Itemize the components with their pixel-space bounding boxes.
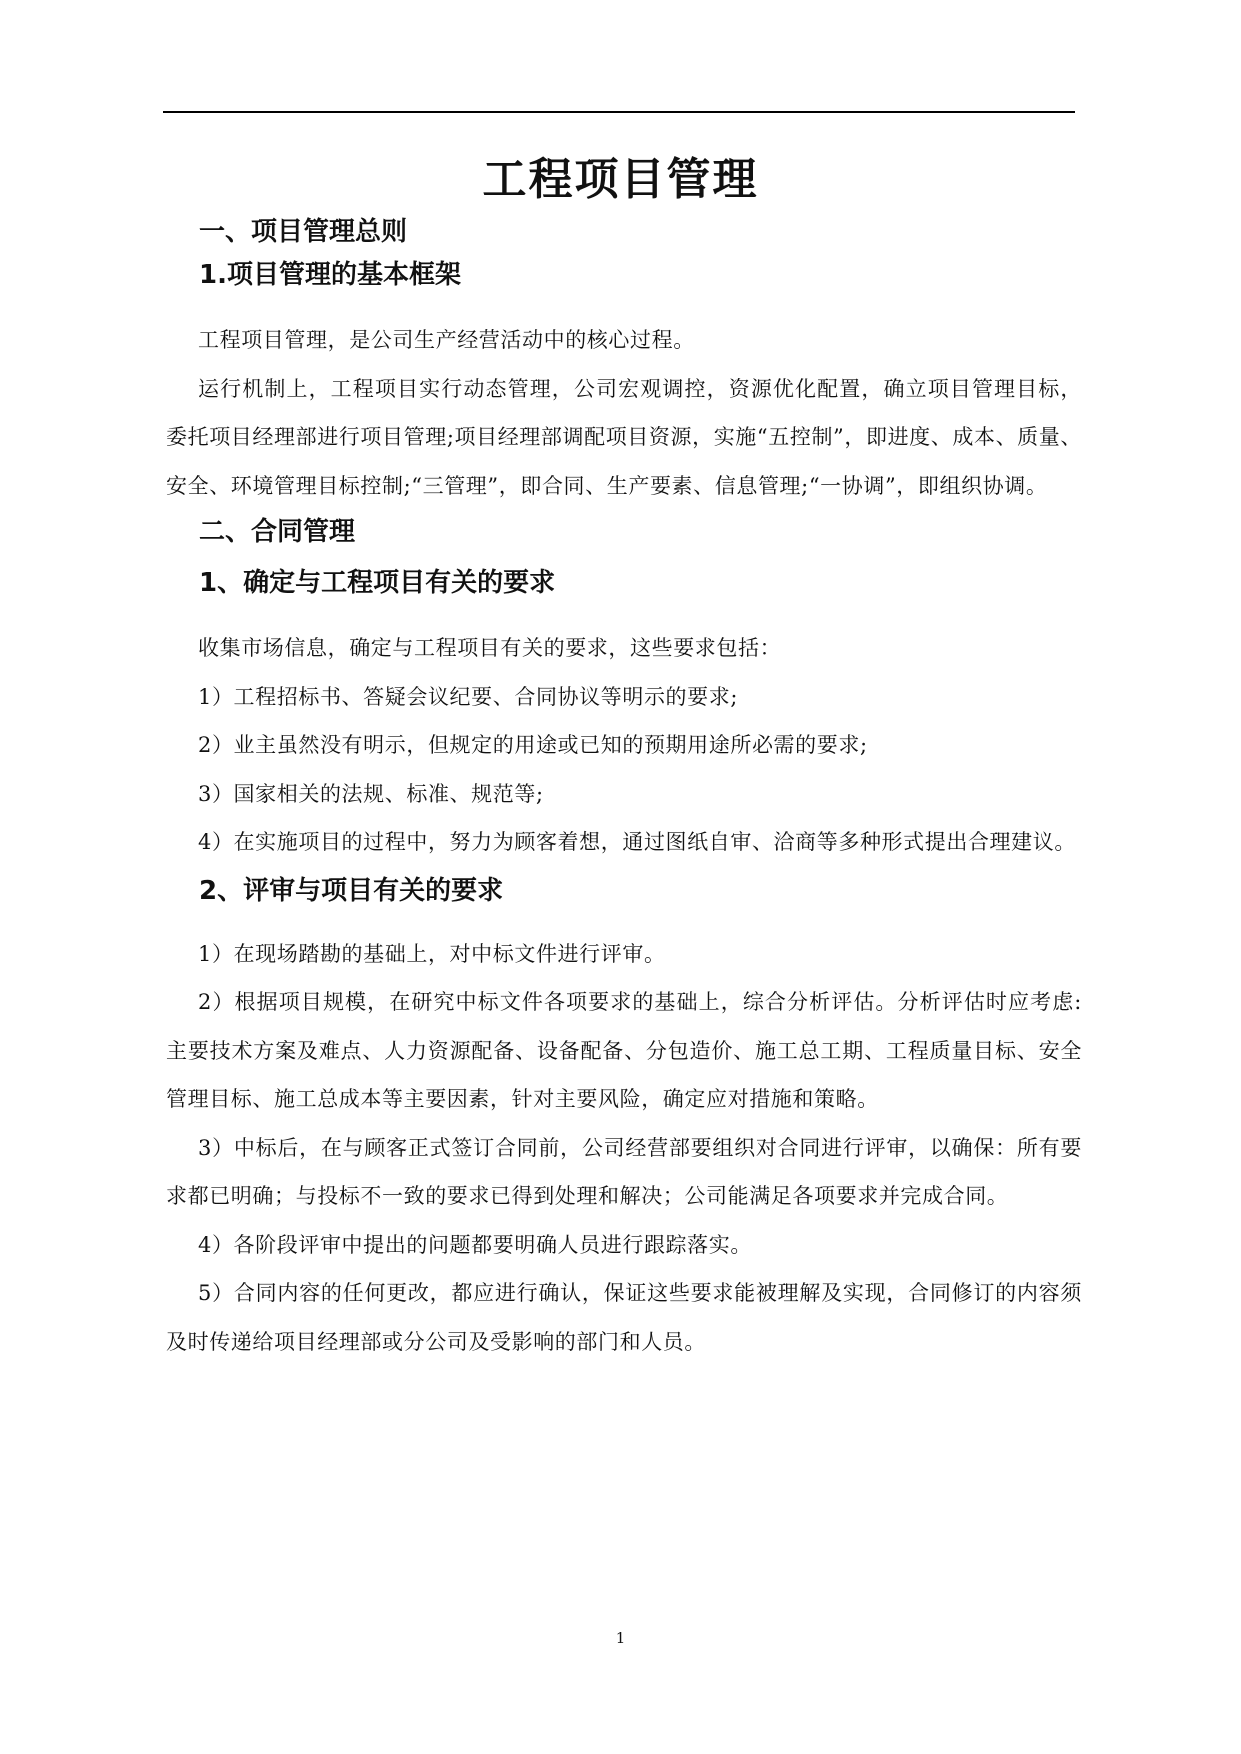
list-item: 1）在现场踏勘的基础上，对中标文件进行评审。 — [198, 941, 666, 966]
list-item: 5）合同内容的任何更改，都应进行确认，保证这些要求能被理解及实现，合同修订的内容须及时传递给项目经理部或分公司及受影响的部门和人员。 — [166, 1281, 1082, 1354]
list-item: 2）根据项目规模，在研究中标文件各项要求的基础上，综合分析评估。分析评估时应考虑:主要技术方案及难点、人力资源配备、设备配备、分包造价、施工总工期、工程质量目标、安全管理目标、施工总成本等主要因素，针对主要风险，确定应对措施和策略。 — [166, 990, 1082, 1111]
list-item: 1）工程招标书、答疑会议纪要、合同协议等明示的要求; — [198, 684, 739, 709]
section-heading-2: 二、合同管理 — [199, 517, 356, 547]
list-item: 2）业主虽然没有明示，但规定的用途或已知的预期用途所必需的要求; — [198, 733, 868, 757]
list-item: 4）各阶段评审中提出的问题都要明确人员进行跟踪落实。 — [198, 1232, 752, 1257]
section-heading-1: 一、项目管理总则 — [199, 217, 408, 247]
header-rule — [163, 111, 1075, 113]
page-title: 工程项目管理 — [482, 154, 759, 205]
document-body — [166, 212, 1082, 1366]
subsection-heading-1-1: 1.项目管理的基本框架 — [199, 260, 461, 290]
page-number: 1 — [615, 1629, 626, 1647]
paragraph: 工程项目管理，是公司生产经营活动中的核心过程。 — [198, 328, 695, 352]
list-item: 4）在实施项目的过程中，努力为顾客着想，通过图纸自审、洽商等多种形式提出合理建议。 — [198, 830, 1076, 854]
list-item: 3）国家相关的法规、标准、规范等; — [198, 781, 544, 806]
subsection-heading-2-1: 1、确定与工程项目有关的要求 — [199, 568, 556, 598]
subsection-heading-2-2: 2、评审与项目有关的要求 — [199, 875, 504, 906]
paragraph: 收集市场信息，确定与工程项目有关的要求，这些要求包括： — [198, 636, 782, 660]
paragraph: 运行机制上，工程项目实行动态管理，公司宏观调控，资源优化配置，确立项目管理目标，委托项目经理部进行项目管理;项目经理部调配项目资源，实施“五控制”，即进度、成本、质量、安全、环境管理目标控制;“三管理”，即合同、生产要素、信息管理;“一协调”，即组织协调。 — [166, 376, 1082, 498]
list-item: 3）中标后，在与顾客正式签订合同前，公司经营部要组织对合同进行评审，以确保：所有要求都已明确；与投标不一致的要求已得到处理和解决；公司能满足各项要求并完成合同。 — [166, 1135, 1082, 1208]
